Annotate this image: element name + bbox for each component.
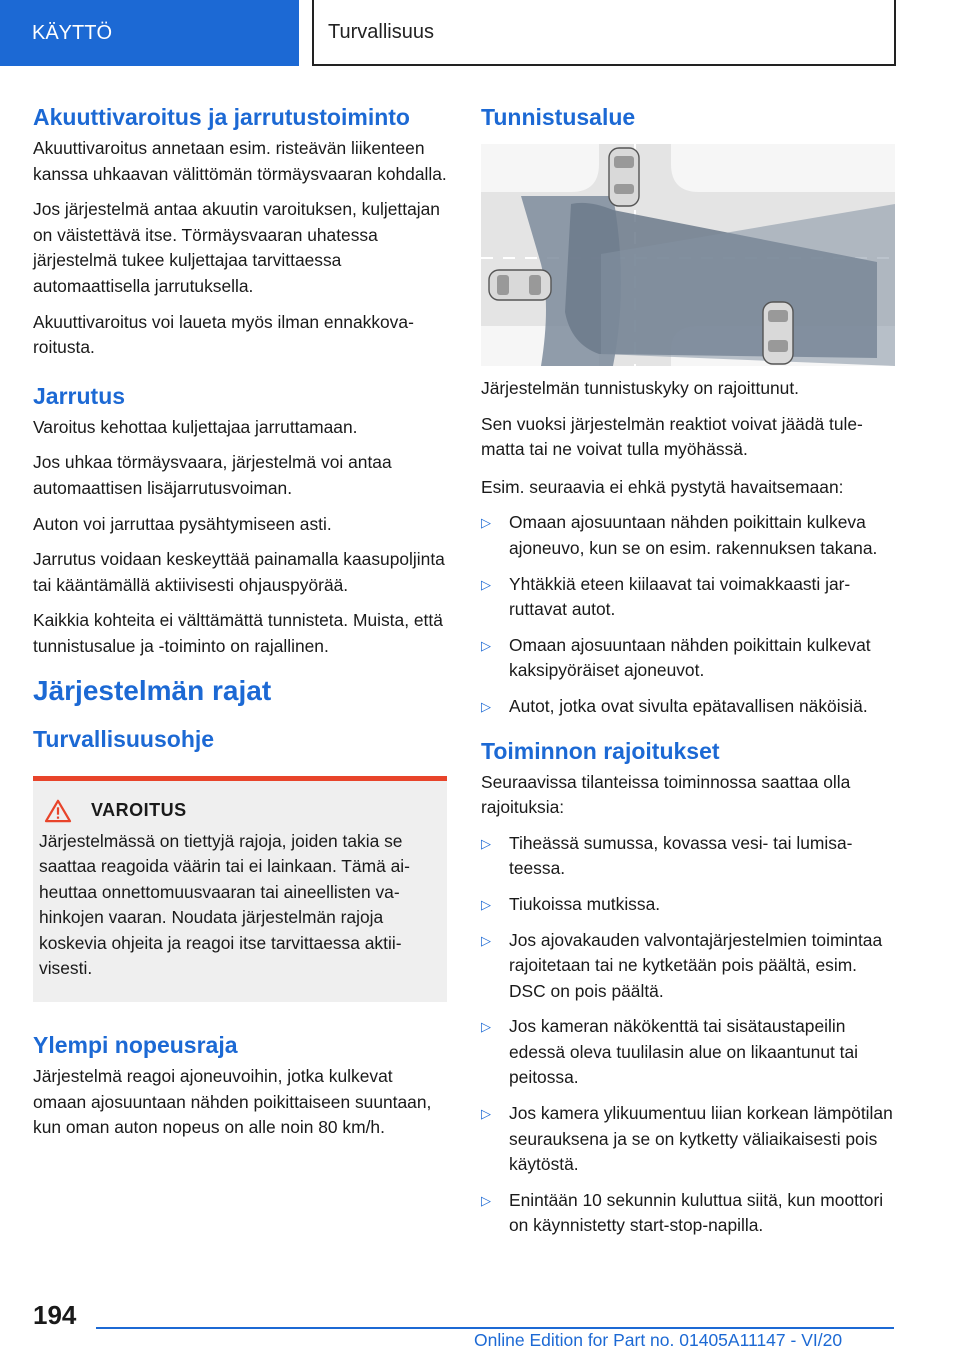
warning-title: VAROITUS: [91, 800, 187, 820]
list-item: ▷ Jos ajovakauden valvontajärjestelmien toimintaa rajoitetaan tai ne kytketään pois päältä, esim. DSC on pois päältä.: [481, 928, 895, 1005]
paragraph: Järjestelmän tunnistuskyky on rajoittunut.: [481, 378, 800, 398]
bullet-triangle-icon: ▷: [481, 637, 491, 653]
left-column: [33, 100, 447, 1151]
intersection-diagram: [481, 144, 895, 366]
bullet-triangle-icon: ▷: [481, 515, 491, 531]
heading-safety-note: Turvallisuusohje: [33, 725, 215, 752]
bullet-triangle-icon: ▷: [481, 896, 491, 912]
footer-rule: [96, 1327, 894, 1329]
car-left: [489, 270, 551, 300]
paragraph: Varoitus kehottaa kuljettajaa jarruttamaan.: [33, 416, 358, 437]
section-tab: [0, 0, 299, 66]
paragraph: Jos järjestelmä antaa akuutin varoituksen, kuljettajan on väistettävä itse. Törmäysvaaran uhatessa järjestelmä tukee kuljettajaa tarvittaessa automaattisella jarrutuksella.: [33, 199, 440, 296]
edition-text: Online Edition for Part no. 01405A11147 - VI/20: [474, 1330, 843, 1350]
heading-acute-warning: Akuuttivaroitus ja jarrutustoiminto: [33, 104, 410, 130]
paragraph: Kaikkia kohteita ei välttämättä tunnisteta. Muista, että tunnistusalue ja -toiminto on rajallinen.: [33, 610, 443, 656]
paragraph: Esim. seuraavia ei ehkä pystytä havaitsemaan:: [481, 476, 844, 497]
paragraph: Akuuttivaroitus voi laueta myös ilman ennakkovaroitusta.: [33, 311, 414, 358]
bullet-triangle-icon: ▷: [481, 1106, 491, 1122]
heading-function-limits: Toiminnon rajoitukset: [481, 737, 720, 764]
paragraph: Seuraavissa tilanteissa toiminnossa saattaa olla rajoituksia:: [481, 771, 851, 818]
bullet-triangle-icon: ▷: [481, 698, 491, 714]
paragraph: Akuuttivaroitus annetaan esim. risteävän liikenteen kanssa uhkaavan välittömän törmäysvaaran kohdalla.: [33, 138, 447, 184]
right-column: [481, 100, 895, 1249]
heading-braking: Jarrutus: [33, 382, 126, 409]
list-item: ▷ Autot, jotka ovat sivulta epätavallisen näköisiä.: [481, 694, 895, 720]
list-item: ▷ Omaan ajosuuntaan nähden poikittain kulkevat kaksipyöräiset ajoneuvot.: [481, 633, 895, 684]
detection-area-illustration: [481, 144, 895, 366]
chapter-header: [312, 0, 896, 66]
section-label: KÄYTTÖ: [32, 21, 113, 44]
list-item: ▷ Omaan ajosuuntaan nähden poikittain kulkeva ajoneuvo, kun se on esim. rakennuksen takana.: [481, 510, 895, 561]
paragraph: Sen vuoksi järjestelmän reaktiot voivat jäädä tulematta tai ne voivat tulla myöhässä.: [481, 413, 863, 460]
list-item: ▷ Jos kameran näkökenttä tai sisätaustapeilin edessä oleva tuulilasin alue on likaantunut tai peitossa.: [481, 1014, 895, 1091]
paragraph: Jos uhkaa törmäysvaara, järjestelmä voi antaa automaattisen lisäjarrutusvoiman.: [33, 452, 392, 498]
page-number: 194: [33, 1300, 77, 1330]
car-top: [609, 148, 639, 206]
list-item: ▷ Yhtäkkiä eteen kiilaavat tai voimakkaasti jarruttavat autot.: [481, 572, 895, 623]
list-item: ▷ Tiukoissa mutkissa.: [481, 892, 895, 918]
heading-detection-area: Tunnistusalue: [481, 104, 636, 130]
bullet-triangle-icon: ▷: [481, 1192, 491, 1208]
bullet-triangle-icon: ▷: [481, 576, 491, 592]
heading-system-limits: Järjestelmän rajat: [33, 674, 272, 706]
warning-triangle-icon: [43, 799, 73, 823]
warning-box: [33, 776, 447, 1003]
warning-text: Järjestelmässä on tiettyjä rajoja, joiden takia se saattaa reagoida väärin tai ei lainkaan. Tämä aiheuttaa onnettomuusvaaran tai aineellisten vahinkojen vaaran. Noudata järjestelmän rajoja koskevia ohjeita ja reagoi itse tarvittaessa aktiivisesti.: [39, 830, 410, 979]
car-own: [763, 302, 793, 364]
paragraph: Auton voi jarruttaa pysähtymiseen asti.: [33, 513, 332, 534]
bullet-triangle-icon: ▷: [481, 932, 491, 948]
undetectable-list: [481, 510, 895, 719]
list-item: ▷ Jos kamera ylikuumentuu liian korkean lämpötilan seurauksena ja se on kytketty väliaikaisesti pois käytöstä.: [481, 1101, 895, 1178]
bullet-triangle-icon: ▷: [481, 835, 491, 851]
bullet-triangle-icon: ▷: [481, 1019, 491, 1035]
chapter-label: Turvallisuus: [328, 20, 434, 43]
limitations-list: [481, 831, 895, 1239]
list-item: ▷ Tiheässä sumussa, kovassa vesi- tai lumisateessa.: [481, 831, 895, 882]
paragraph: Järjestelmä reagoi ajoneuvoihin, jotka kulkevat omaan ajosuuntaan nähden poikittaiseen suuntaan, kun oman auton nopeus on alle noin 80 km/h.: [33, 1066, 432, 1138]
paragraph: Jarrutus voidaan keskeyttää painamalla kaasupoljinta tai kääntämällä aktiivisesti ohjauspyörää.: [33, 549, 445, 595]
list-item: ▷ Enintään 10 sekunnin kuluttua siitä, kun moottori on käynnistetty start-stop-napilla.: [481, 1188, 895, 1239]
heading-upper-speed-limit: Ylempi nopeusraja: [33, 1032, 238, 1059]
